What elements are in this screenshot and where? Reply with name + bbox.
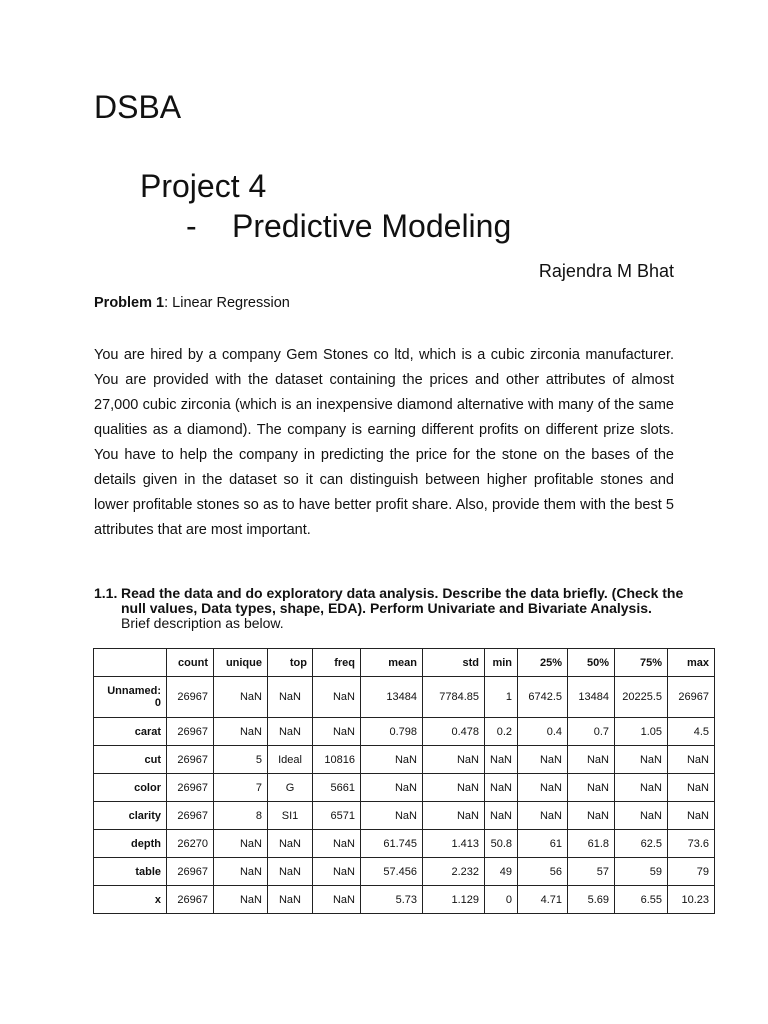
table-cell: NaN [214,858,268,886]
row-label: table [94,858,167,886]
table-cell: NaN [423,746,485,774]
table-cell: 7784.85 [423,677,485,718]
problem-title: : Linear Regression [164,295,290,311]
table-cell: 26967 [167,774,214,802]
table-row [94,858,715,886]
table-cell: NaN [214,886,268,914]
table-header-row [94,649,715,677]
table-cell: 0.2 [485,718,518,746]
table-cell: NaN [518,802,568,830]
problem-label: Problem 1 [94,295,165,311]
table-cell: NaN [615,746,668,774]
column-header-index [94,649,167,677]
problem-description: You are hired by a company Gem Stones co ltd, which is a cubic zirconia manufacturer. You are provided with the dataset containing the prices and other attributes of almost 27,000 cubic zirconia (which is an inexpensive diamond alternative with many of the same qualities as a diamond). The company is earning different profits on different prize slots. You have to help the company in predicting the price for the stone on the bases of the details given in the dataset so it can distinguish between higher profitable stones and lower profitable stones so as to have better profit share. Also, provide them with the best 5 attributes that are most important. [94,347,674,538]
table-cell: 13484 [568,677,615,718]
table-cell: 49 [485,858,518,886]
table-cell: 1 [485,677,518,718]
table-row [94,802,715,830]
table-cell: NaN [313,886,361,914]
table-cell: 4.5 [668,718,715,746]
column-header: count [167,649,214,677]
row-label: carat [94,718,167,746]
table-cell: SI1 [268,802,313,830]
table-cell: 1.05 [615,718,668,746]
row-label: Unnamed: 0 [94,677,167,718]
table-cell: NaN [668,746,715,774]
column-header: std [423,649,485,677]
table-cell: NaN [423,802,485,830]
column-header: min [485,649,518,677]
table-cell: NaN [313,718,361,746]
table-cell: NaN [214,718,268,746]
table-cell: 61.8 [568,830,615,858]
table-cell: 6571 [313,802,361,830]
table-cell: 7 [214,774,268,802]
column-header: top [268,649,313,677]
table-cell: 4.71 [518,886,568,914]
table-cell: NaN [361,746,423,774]
table-cell: 26967 [167,886,214,914]
table-cell: G [268,774,313,802]
row-label: cut [94,746,167,774]
table-cell: 5.69 [568,886,615,914]
table-cell: NaN [268,886,313,914]
org-title: DSBA [94,89,182,125]
table-cell: 26967 [167,677,214,718]
table-cell: 0 [485,886,518,914]
table-cell: 5.73 [361,886,423,914]
table-cell: 20225.5 [615,677,668,718]
table-cell: 0.4 [518,718,568,746]
table-cell: 62.5 [615,830,668,858]
table-cell: NaN [214,830,268,858]
table-cell: NaN [615,802,668,830]
table-cell: NaN [485,802,518,830]
table-cell: NaN [268,677,313,718]
table-cell: 26967 [167,802,214,830]
table-row [94,774,715,802]
table-row [94,746,715,774]
table-cell: NaN [568,802,615,830]
table-row [94,830,715,858]
table-cell: 26967 [167,858,214,886]
table-cell: 10816 [313,746,361,774]
table-cell: 8 [214,802,268,830]
table-cell: Ideal [268,746,313,774]
table-cell: 0.798 [361,718,423,746]
table-cell: NaN [423,774,485,802]
row-label: clarity [94,802,167,830]
table-cell: NaN [615,774,668,802]
table-cell: NaN [268,830,313,858]
summary-stats-table [93,648,715,914]
table-cell: 26967 [167,746,214,774]
table-cell: NaN [518,746,568,774]
table-row [94,886,715,914]
table-cell: NaN [268,718,313,746]
table-cell: NaN [361,774,423,802]
table-cell: 10.23 [668,886,715,914]
table-cell: 26270 [167,830,214,858]
column-header: freq [313,649,361,677]
row-label: depth [94,830,167,858]
table-cell: 5661 [313,774,361,802]
row-label: x [94,886,167,914]
table-cell: 56 [518,858,568,886]
table-cell: 6.55 [615,886,668,914]
table-cell: 50.8 [485,830,518,858]
column-header: mean [361,649,423,677]
row-label: color [94,774,167,802]
question-block [94,586,684,631]
table-row [94,718,715,746]
table-cell: NaN [668,774,715,802]
question-number: 1.1. [94,585,118,601]
table-cell: 6742.5 [518,677,568,718]
project-subtitle: Predictive Modeling [232,208,512,244]
table-cell: NaN [268,858,313,886]
table-cell: 13484 [361,677,423,718]
question-text: Read the data and do exploratory data analysis. Describe the data briefly. (Check the null values, Data types, shape, EDA). Perform Univariate and Bivariate Analysis. [121,585,684,616]
table-cell: 57 [568,858,615,886]
title-dash: - [186,208,197,244]
column-header: unique [214,649,268,677]
brief-description: Brief description as below. [121,615,284,631]
table-row [94,677,715,718]
table-cell: 61.745 [361,830,423,858]
table-cell: NaN [568,746,615,774]
table-cell: 73.6 [668,830,715,858]
table-cell: 26967 [668,677,715,718]
author-name: Rajendra M Bhat [538,261,674,281]
table-cell: 0.7 [568,718,615,746]
table-cell: NaN [313,858,361,886]
table-cell: 1.413 [423,830,485,858]
table-cell: 0.478 [423,718,485,746]
table-cell: NaN [313,677,361,718]
table-cell: NaN [313,830,361,858]
table-cell: 61 [518,830,568,858]
table-cell: 79 [668,858,715,886]
table-cell: 59 [615,858,668,886]
column-header: 75% [615,649,668,677]
column-header: max [668,649,715,677]
table-cell: NaN [668,802,715,830]
table-cell: 1.129 [423,886,485,914]
table-cell: NaN [518,774,568,802]
column-header: 50% [568,649,615,677]
table-cell: 5 [214,746,268,774]
table-cell: 57.456 [361,858,423,886]
table-cell: NaN [485,746,518,774]
table-cell: 26967 [167,718,214,746]
table-cell: NaN [361,802,423,830]
table-cell: NaN [214,677,268,718]
column-header: 25% [518,649,568,677]
problem-heading [94,294,290,312]
project-title: Project 4 [140,168,267,204]
table-cell: NaN [485,774,518,802]
table-cell: 2.232 [423,858,485,886]
table-cell: NaN [568,774,615,802]
